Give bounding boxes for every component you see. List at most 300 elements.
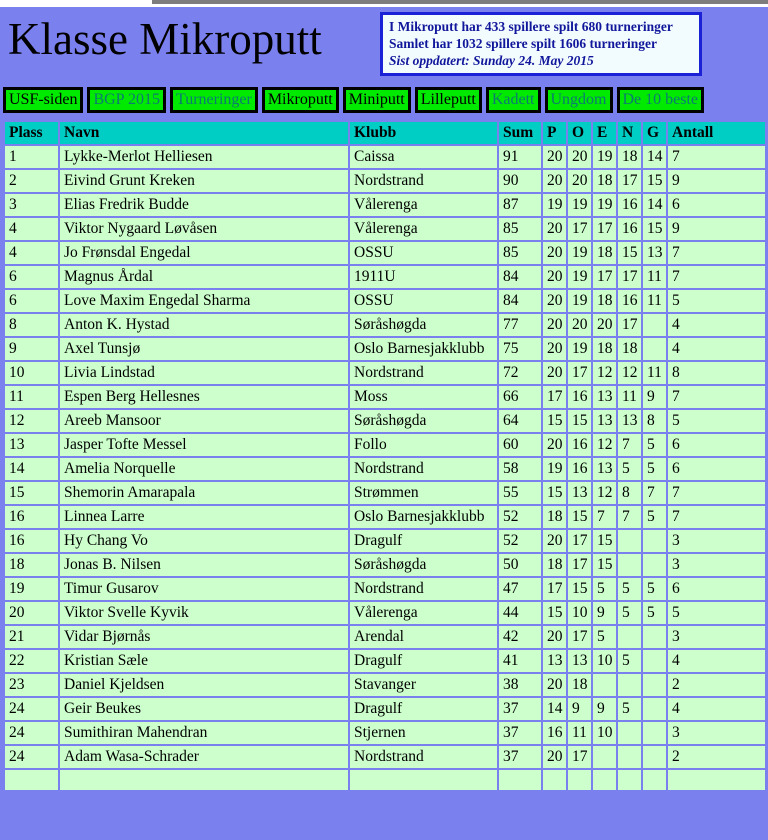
cell-sum	[499, 770, 541, 790]
nav-item-de-10-beste[interactable]: De 10 beste	[617, 87, 705, 113]
cell-p: 15	[543, 602, 566, 624]
cell-o: 19	[568, 290, 591, 312]
cell-o: 16	[568, 458, 591, 480]
cell-antall: 9	[668, 170, 765, 192]
column-header-p: P	[543, 122, 566, 144]
cell-p: 14	[543, 698, 566, 720]
cell-g: 5	[643, 506, 666, 528]
nav-item-mikroputt[interactable]: Mikroputt	[262, 87, 339, 113]
cell-p: 20	[543, 530, 566, 552]
cell-g: 5	[643, 578, 666, 600]
cell-p: 20	[543, 434, 566, 456]
column-header-e: E	[593, 122, 616, 144]
cell-n: 16	[618, 218, 641, 240]
cell-navn: Magnus Årdal	[60, 266, 348, 288]
table-row	[5, 194, 765, 216]
cell-p: 19	[543, 458, 566, 480]
cell-n: 12	[618, 362, 641, 384]
cell-sum: 72	[499, 362, 541, 384]
cell-e: 12	[593, 362, 616, 384]
table-row	[5, 266, 765, 288]
cell-klubb: Oslo Barnesjakklubb	[350, 506, 497, 528]
cell-e: 9	[593, 698, 616, 720]
cell-n: 5	[618, 458, 641, 480]
cell-sum: 60	[499, 434, 541, 456]
cell-plass: 23	[5, 674, 58, 696]
cell-sum: 91	[499, 146, 541, 168]
cell-o: 19	[568, 338, 591, 360]
cell-e: 18	[593, 170, 616, 192]
cell-plass: 2	[5, 170, 58, 192]
cell-n: 15	[618, 242, 641, 264]
cell-navn: Geir Beukes	[60, 698, 348, 720]
cell-plass: 22	[5, 650, 58, 672]
cell-g	[643, 770, 666, 790]
cell-antall: 7	[668, 242, 765, 264]
cell-navn: Sumithiran Mahendran	[60, 722, 348, 744]
cell-sum: 42	[499, 626, 541, 648]
cell-o: 11	[568, 722, 591, 744]
cell-o: 9	[568, 698, 591, 720]
cell-klubb: Moss	[350, 386, 497, 408]
cell-antall: 4	[668, 698, 765, 720]
cell-p: 13	[543, 650, 566, 672]
cell-navn: Jasper Tofte Messel	[60, 434, 348, 456]
standings-table	[3, 120, 765, 792]
cell-e: 18	[593, 242, 616, 264]
cell-navn	[60, 770, 348, 790]
cell-klubb: Stjernen	[350, 722, 497, 744]
cell-g: 5	[643, 458, 666, 480]
cell-antall: 3	[668, 722, 765, 744]
column-header-klubb: Klubb	[350, 122, 497, 144]
stats-info-box	[380, 12, 702, 76]
cell-g	[643, 338, 666, 360]
cell-o: 17	[568, 746, 591, 768]
cell-klubb: Søråshøgda	[350, 410, 497, 432]
cell-p: 20	[543, 290, 566, 312]
cell-e: 5	[593, 626, 616, 648]
cell-sum: 77	[499, 314, 541, 336]
cell-klubb: Dragulf	[350, 650, 497, 672]
column-header-n: N	[618, 122, 641, 144]
cell-p: 18	[543, 506, 566, 528]
cell-g: 5	[643, 602, 666, 624]
cell-g: 14	[643, 194, 666, 216]
cell-klubb: Nordstrand	[350, 746, 497, 768]
cell-g: 11	[643, 266, 666, 288]
cell-g: 11	[643, 362, 666, 384]
cell-g	[643, 698, 666, 720]
cell-e: 9	[593, 602, 616, 624]
cell-plass: 8	[5, 314, 58, 336]
cell-sum: 37	[499, 746, 541, 768]
cell-sum: 90	[499, 170, 541, 192]
cell-plass: 6	[5, 266, 58, 288]
cell-klubb: Arendal	[350, 626, 497, 648]
cell-o: 13	[568, 650, 591, 672]
cell-e: 7	[593, 506, 616, 528]
cell-navn: Hy Chang Vo	[60, 530, 348, 552]
cell-p: 16	[543, 722, 566, 744]
cell-e: 19	[593, 146, 616, 168]
cell-e	[593, 674, 616, 696]
cell-sum: 75	[499, 338, 541, 360]
cell-p: 20	[543, 338, 566, 360]
cell-klubb: Søråshøgda	[350, 314, 497, 336]
cell-g: 5	[643, 434, 666, 456]
cell-n	[618, 626, 641, 648]
cell-navn: Lykke-Merlot Helliesen	[60, 146, 348, 168]
cell-sum: 55	[499, 482, 541, 504]
nav-item-turneringer[interactable]: Turneringer	[170, 87, 258, 113]
nav-item-bgp-2015[interactable]: BGP 2015	[87, 87, 166, 113]
cell-klubb: Vålerenga	[350, 602, 497, 624]
cell-plass: 15	[5, 482, 58, 504]
cell-navn: Espen Berg Hellesnes	[60, 386, 348, 408]
cell-p: 15	[543, 410, 566, 432]
cell-sum: 37	[499, 722, 541, 744]
cell-sum: 66	[499, 386, 541, 408]
cell-p: 18	[543, 554, 566, 576]
cell-sum: 52	[499, 530, 541, 552]
cell-plass	[5, 770, 58, 790]
cell-plass: 4	[5, 242, 58, 264]
cell-plass: 16	[5, 530, 58, 552]
cell-n: 17	[618, 170, 641, 192]
cell-n: 8	[618, 482, 641, 504]
table-row	[5, 146, 765, 168]
cell-antall: 2	[668, 746, 765, 768]
cell-antall: 3	[668, 626, 765, 648]
cell-navn: Anton K. Hystad	[60, 314, 348, 336]
chrome-strip-white	[152, 4, 768, 7]
cell-n: 18	[618, 338, 641, 360]
cell-klubb: Dragulf	[350, 698, 497, 720]
cell-antall: 6	[668, 434, 765, 456]
cell-e: 13	[593, 410, 616, 432]
cell-antall: 7	[668, 482, 765, 504]
table-row	[5, 434, 765, 456]
table-row	[5, 506, 765, 528]
table-row	[5, 314, 765, 336]
cell-g: 13	[643, 242, 666, 264]
cell-plass: 11	[5, 386, 58, 408]
cell-n: 5	[618, 650, 641, 672]
nav-item-ungdom[interactable]: Ungdom	[545, 87, 613, 113]
cell-g	[643, 674, 666, 696]
cell-plass: 4	[5, 218, 58, 240]
cell-sum: 50	[499, 554, 541, 576]
table-row	[5, 362, 765, 384]
table-row	[5, 722, 765, 744]
cell-o: 20	[568, 314, 591, 336]
cell-e: 19	[593, 194, 616, 216]
cell-e: 15	[593, 530, 616, 552]
cell-plass: 6	[5, 290, 58, 312]
cell-sum: 41	[499, 650, 541, 672]
cell-p: 19	[543, 194, 566, 216]
cell-n	[618, 770, 641, 790]
cell-n: 13	[618, 410, 641, 432]
cell-p: 20	[543, 266, 566, 288]
cell-e	[593, 770, 616, 790]
cell-e: 20	[593, 314, 616, 336]
cell-klubb: Vålerenga	[350, 194, 497, 216]
cell-antall: 7	[668, 386, 765, 408]
cell-p: 20	[543, 674, 566, 696]
cell-klubb: OSSU	[350, 290, 497, 312]
cell-g	[643, 554, 666, 576]
cell-sum: 47	[499, 578, 541, 600]
cell-navn: Adam Wasa-Schrader	[60, 746, 348, 768]
table-row	[5, 650, 765, 672]
cell-g: 11	[643, 290, 666, 312]
cell-klubb: Caissa	[350, 146, 497, 168]
cell-antall: 4	[668, 338, 765, 360]
cell-o: 17	[568, 626, 591, 648]
cell-sum: 44	[499, 602, 541, 624]
cell-antall: 9	[668, 218, 765, 240]
cell-plass: 3	[5, 194, 58, 216]
cell-plass: 19	[5, 578, 58, 600]
cell-e: 17	[593, 266, 616, 288]
cell-plass: 1	[5, 146, 58, 168]
cell-e: 5	[593, 578, 616, 600]
table-row	[5, 530, 765, 552]
cell-sum: 85	[499, 218, 541, 240]
cell-sum: 87	[499, 194, 541, 216]
cell-o: 15	[568, 410, 591, 432]
nav-item-kadett[interactable]: Kadett	[486, 87, 541, 113]
cell-sum: 58	[499, 458, 541, 480]
cell-navn: Elias Fredrik Budde	[60, 194, 348, 216]
cell-o: 15	[568, 578, 591, 600]
cell-plass: 20	[5, 602, 58, 624]
cell-klubb: Nordstrand	[350, 578, 497, 600]
cell-g: 9	[643, 386, 666, 408]
table-row	[5, 410, 765, 432]
cell-p	[543, 770, 566, 790]
cell-g	[643, 530, 666, 552]
cell-e: 13	[593, 386, 616, 408]
cell-o: 19	[568, 242, 591, 264]
stats-line-overall-totals: Samlet har 1032 spillere spilt 1606 turneringer	[389, 36, 657, 51]
table-row	[5, 578, 765, 600]
cell-g	[643, 746, 666, 768]
cell-g: 14	[643, 146, 666, 168]
table-row	[5, 554, 765, 576]
cell-klubb: Oslo Barnesjakklubb	[350, 338, 497, 360]
cell-g: 7	[643, 482, 666, 504]
cell-n: 5	[618, 602, 641, 624]
table-body	[5, 146, 765, 790]
cell-sum: 85	[499, 242, 541, 264]
cell-e: 15	[593, 554, 616, 576]
cell-plass: 10	[5, 362, 58, 384]
table-row	[5, 242, 765, 264]
cell-e	[593, 746, 616, 768]
cell-plass: 18	[5, 554, 58, 576]
column-header-sum: Sum	[499, 122, 541, 144]
stats-line-class-totals: I Mikroputt har 433 spillere spilt 680 turneringer	[389, 19, 673, 34]
cell-klubb: Dragulf	[350, 530, 497, 552]
cell-sum: 38	[499, 674, 541, 696]
cell-n	[618, 530, 641, 552]
cell-p: 20	[543, 146, 566, 168]
cell-g	[643, 626, 666, 648]
cell-n	[618, 746, 641, 768]
cell-o: 19	[568, 194, 591, 216]
table-row	[5, 746, 765, 768]
cell-n: 16	[618, 194, 641, 216]
column-header-o: O	[568, 122, 591, 144]
cell-klubb	[350, 770, 497, 790]
cell-navn: Kristian Sæle	[60, 650, 348, 672]
cell-n: 16	[618, 290, 641, 312]
cell-o: 20	[568, 146, 591, 168]
cell-p: 17	[543, 578, 566, 600]
cell-o: 16	[568, 386, 591, 408]
cell-n: 11	[618, 386, 641, 408]
cell-navn: Livia Lindstad	[60, 362, 348, 384]
cell-sum: 37	[499, 698, 541, 720]
cell-n: 5	[618, 698, 641, 720]
cell-antall: 6	[668, 578, 765, 600]
cell-klubb: Søråshøgda	[350, 554, 497, 576]
cell-antall: 8	[668, 362, 765, 384]
cell-o: 17	[568, 554, 591, 576]
cell-plass: 16	[5, 506, 58, 528]
cell-o: 15	[568, 506, 591, 528]
cell-plass: 21	[5, 626, 58, 648]
cell-o: 19	[568, 266, 591, 288]
cell-o: 17	[568, 362, 591, 384]
cell-navn: Jo Frønsdal Engedal	[60, 242, 348, 264]
cell-sum: 64	[499, 410, 541, 432]
table-row	[5, 674, 765, 696]
cell-o: 17	[568, 218, 591, 240]
table-row	[5, 290, 765, 312]
cell-o: 13	[568, 482, 591, 504]
cell-antall: 7	[668, 266, 765, 288]
table-header-row	[5, 122, 765, 144]
cell-plass: 24	[5, 722, 58, 744]
table-row	[5, 218, 765, 240]
cell-antall: 5	[668, 290, 765, 312]
table-row	[5, 602, 765, 624]
cell-antall: 4	[668, 314, 765, 336]
cell-plass: 13	[5, 434, 58, 456]
cell-klubb: OSSU	[350, 242, 497, 264]
cell-navn: Amelia Norquelle	[60, 458, 348, 480]
cell-navn: Vidar Bjørnås	[60, 626, 348, 648]
cell-g	[643, 722, 666, 744]
table-row	[5, 170, 765, 192]
cell-antall: 2	[668, 674, 765, 696]
cell-e: 18	[593, 338, 616, 360]
cell-n	[618, 722, 641, 744]
cell-klubb: Stavanger	[350, 674, 497, 696]
cell-o: 18	[568, 674, 591, 696]
table-row	[5, 698, 765, 720]
cell-o: 16	[568, 434, 591, 456]
column-header-g: G	[643, 122, 666, 144]
cell-n: 17	[618, 314, 641, 336]
cell-p: 20	[543, 314, 566, 336]
cell-plass: 24	[5, 698, 58, 720]
cell-klubb: Follo	[350, 434, 497, 456]
table-row	[5, 482, 765, 504]
cell-g: 15	[643, 170, 666, 192]
cell-e: 10	[593, 650, 616, 672]
cell-o: 20	[568, 170, 591, 192]
cell-e: 13	[593, 458, 616, 480]
table-row	[5, 458, 765, 480]
cell-o: 10	[568, 602, 591, 624]
cell-antall: 5	[668, 602, 765, 624]
cell-p: 20	[543, 218, 566, 240]
cell-antall: 4	[668, 650, 765, 672]
cell-n: 17	[618, 266, 641, 288]
cell-g: 15	[643, 218, 666, 240]
cell-antall: 7	[668, 506, 765, 528]
column-header-antall: Antall	[668, 122, 765, 144]
cell-plass: 9	[5, 338, 58, 360]
cell-antall: 3	[668, 554, 765, 576]
main-navigation	[3, 87, 765, 114]
cell-plass: 12	[5, 410, 58, 432]
cell-n: 7	[618, 506, 641, 528]
cell-navn: Jonas B. Nilsen	[60, 554, 348, 576]
table-row	[5, 338, 765, 360]
standings-table-container	[3, 120, 765, 840]
nav-item-usf-siden[interactable]: USF-siden	[3, 87, 83, 113]
cell-e: 12	[593, 434, 616, 456]
cell-p: 20	[543, 170, 566, 192]
cell-p: 20	[543, 362, 566, 384]
cell-g	[643, 314, 666, 336]
cell-navn: Shemorin Amarapala	[60, 482, 348, 504]
cell-navn: Linnea Larre	[60, 506, 348, 528]
cell-antall: 7	[668, 146, 765, 168]
nav-item-lilleputt[interactable]: Lilleputt	[415, 87, 482, 113]
cell-g	[643, 650, 666, 672]
cell-p: 17	[543, 386, 566, 408]
cell-navn: Areeb Mansoor	[60, 410, 348, 432]
cell-navn: Daniel Kjeldsen	[60, 674, 348, 696]
cell-sum: 84	[499, 266, 541, 288]
cell-navn: Love Maxim Engedal Sharma	[60, 290, 348, 312]
cell-p: 15	[543, 482, 566, 504]
page-title: Klasse Mikroputt	[8, 14, 322, 64]
cell-p: 20	[543, 746, 566, 768]
cell-p: 20	[543, 242, 566, 264]
cell-navn: Viktor Nygaard Løvåsen	[60, 218, 348, 240]
column-header-plass: Plass	[5, 122, 58, 144]
cell-navn: Viktor Svelle Kyvik	[60, 602, 348, 624]
cell-klubb: Nordstrand	[350, 458, 497, 480]
cell-klubb: Vålerenga	[350, 218, 497, 240]
cell-plass: 24	[5, 746, 58, 768]
cell-plass: 14	[5, 458, 58, 480]
cell-o	[568, 770, 591, 790]
page-header	[0, 7, 768, 85]
nav-item-miniputt[interactable]: Miniputt	[343, 87, 411, 113]
cell-o: 17	[568, 530, 591, 552]
cell-n	[618, 554, 641, 576]
cell-p: 20	[543, 626, 566, 648]
